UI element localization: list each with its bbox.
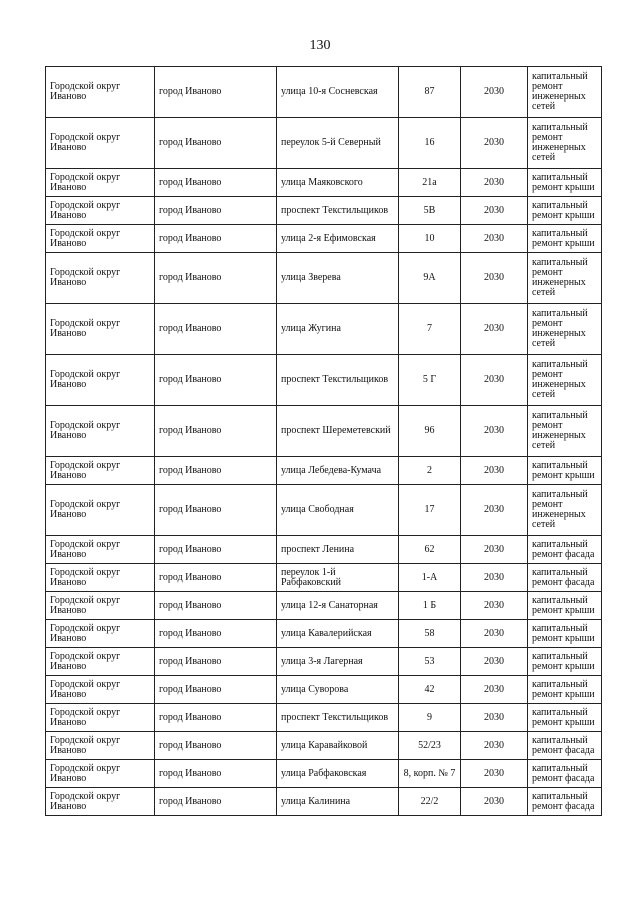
- table-row: [46, 564, 602, 592]
- house-number-cell: 2: [399, 457, 461, 485]
- work-type-cell: капитальный ремонт крыши: [528, 457, 602, 485]
- work-type-cell: капитальный ремонт фасада: [528, 564, 602, 592]
- work-type-cell: капитальный ремонт крыши: [528, 169, 602, 197]
- work-type-cell: капитальный ремонт крыши: [528, 225, 602, 253]
- street-cell: проспект Текстильщиков: [277, 355, 399, 406]
- house-number-cell: 21а: [399, 169, 461, 197]
- table-row: [46, 648, 602, 676]
- street-cell: улица Калинина: [277, 788, 399, 816]
- district-cell: Городской округ Иваново: [46, 355, 155, 406]
- street-cell: улица 2-я Ефимовская: [277, 225, 399, 253]
- street-cell: улица Жугина: [277, 304, 399, 355]
- city-cell: город Иваново: [155, 704, 277, 732]
- city-cell: город Иваново: [155, 457, 277, 485]
- city-cell: город Иваново: [155, 676, 277, 704]
- year-cell: 2030: [461, 788, 528, 816]
- table-row: [46, 197, 602, 225]
- table-row: [46, 704, 602, 732]
- house-number-cell: 7: [399, 304, 461, 355]
- city-cell: город Иваново: [155, 648, 277, 676]
- work-type-cell: капитальный ремонт крыши: [528, 620, 602, 648]
- street-cell: улица Каравайковой: [277, 732, 399, 760]
- table-row: [46, 620, 602, 648]
- house-number-cell: 9: [399, 704, 461, 732]
- year-cell: 2030: [461, 620, 528, 648]
- house-number-cell: 1 Б: [399, 592, 461, 620]
- city-cell: город Иваново: [155, 592, 277, 620]
- city-cell: город Иваново: [155, 225, 277, 253]
- year-cell: 2030: [461, 225, 528, 253]
- street-cell: проспект Текстильщиков: [277, 704, 399, 732]
- city-cell: город Иваново: [155, 620, 277, 648]
- house-number-cell: 8, корп. № 7: [399, 760, 461, 788]
- year-cell: 2030: [461, 355, 528, 406]
- city-cell: город Иваново: [155, 355, 277, 406]
- year-cell: 2030: [461, 564, 528, 592]
- city-cell: город Иваново: [155, 67, 277, 118]
- house-number-cell: 5В: [399, 197, 461, 225]
- house-number-cell: 16: [399, 118, 461, 169]
- street-cell: улица 12-я Санаторная: [277, 592, 399, 620]
- table-row: [46, 355, 602, 406]
- district-cell: Городской округ Иваново: [46, 592, 155, 620]
- work-type-cell: капитальный ремонт фасада: [528, 536, 602, 564]
- street-cell: улица 10-я Сосневская: [277, 67, 399, 118]
- street-cell: улица Рабфаковская: [277, 760, 399, 788]
- city-cell: город Иваново: [155, 485, 277, 536]
- table-row: [46, 592, 602, 620]
- work-type-cell: капитальный ремонт крыши: [528, 648, 602, 676]
- house-number-cell: 1-А: [399, 564, 461, 592]
- district-cell: Городской округ Иваново: [46, 225, 155, 253]
- year-cell: 2030: [461, 253, 528, 304]
- district-cell: Городской округ Иваново: [46, 169, 155, 197]
- city-cell: город Иваново: [155, 304, 277, 355]
- work-type-cell: капитальный ремонт инженерных сетей: [528, 355, 602, 406]
- year-cell: 2030: [461, 648, 528, 676]
- street-cell: проспект Шереметевский: [277, 406, 399, 457]
- work-type-cell: капитальный ремонт инженерных сетей: [528, 304, 602, 355]
- district-cell: Городской округ Иваново: [46, 197, 155, 225]
- district-cell: Городской округ Иваново: [46, 732, 155, 760]
- district-cell: Городской округ Иваново: [46, 304, 155, 355]
- table-row: [46, 760, 602, 788]
- house-number-cell: 58: [399, 620, 461, 648]
- district-cell: Городской округ Иваново: [46, 457, 155, 485]
- house-number-cell: 62: [399, 536, 461, 564]
- house-number-cell: 42: [399, 676, 461, 704]
- street-cell: переулок 5-й Северный: [277, 118, 399, 169]
- table-row: [46, 253, 602, 304]
- district-cell: Городской округ Иваново: [46, 485, 155, 536]
- work-type-cell: капитальный ремонт инженерных сетей: [528, 67, 602, 118]
- table-row: [46, 676, 602, 704]
- work-type-cell: капитальный ремонт фасада: [528, 788, 602, 816]
- street-cell: проспект Текстильщиков: [277, 197, 399, 225]
- district-cell: Городской округ Иваново: [46, 676, 155, 704]
- work-type-cell: капитальный ремонт крыши: [528, 592, 602, 620]
- house-number-cell: 5 Г: [399, 355, 461, 406]
- street-cell: улица Свободная: [277, 485, 399, 536]
- district-cell: Городской округ Иваново: [46, 67, 155, 118]
- year-cell: 2030: [461, 457, 528, 485]
- city-cell: город Иваново: [155, 788, 277, 816]
- table-row: [46, 536, 602, 564]
- year-cell: 2030: [461, 169, 528, 197]
- city-cell: город Иваново: [155, 564, 277, 592]
- street-cell: улица Зверева: [277, 253, 399, 304]
- street-cell: улица Кавалерийская: [277, 620, 399, 648]
- street-cell: проспект Ленина: [277, 536, 399, 564]
- city-cell: город Иваново: [155, 169, 277, 197]
- year-cell: 2030: [461, 197, 528, 225]
- district-cell: Городской округ Иваново: [46, 760, 155, 788]
- year-cell: 2030: [461, 304, 528, 355]
- city-cell: город Иваново: [155, 197, 277, 225]
- city-cell: город Иваново: [155, 760, 277, 788]
- district-cell: Городской округ Иваново: [46, 648, 155, 676]
- table-row: [46, 169, 602, 197]
- year-cell: 2030: [461, 118, 528, 169]
- work-type-cell: капитальный ремонт фасада: [528, 760, 602, 788]
- table-row: [46, 225, 602, 253]
- district-cell: Городской округ Иваново: [46, 564, 155, 592]
- city-cell: город Иваново: [155, 732, 277, 760]
- work-type-cell: капитальный ремонт фасада: [528, 732, 602, 760]
- table-row: [46, 304, 602, 355]
- district-cell: Городской округ Иваново: [46, 406, 155, 457]
- work-type-cell: капитальный ремонт крыши: [528, 197, 602, 225]
- city-cell: город Иваново: [155, 406, 277, 457]
- district-cell: Городской округ Иваново: [46, 536, 155, 564]
- year-cell: 2030: [461, 704, 528, 732]
- page-number: 130: [309, 38, 331, 53]
- city-cell: город Иваново: [155, 536, 277, 564]
- table-row: [46, 457, 602, 485]
- district-cell: Городской округ Иваново: [46, 704, 155, 732]
- house-number-cell: 96: [399, 406, 461, 457]
- street-cell: улица Суворова: [277, 676, 399, 704]
- street-cell: улица Маяковского: [277, 169, 399, 197]
- house-number-cell: 17: [399, 485, 461, 536]
- table-row: [46, 67, 602, 118]
- year-cell: 2030: [461, 536, 528, 564]
- year-cell: 2030: [461, 406, 528, 457]
- house-number-cell: 53: [399, 648, 461, 676]
- street-cell: переулок 1-й Рабфаковский: [277, 564, 399, 592]
- table-row: [46, 788, 602, 816]
- house-number-cell: 52/23: [399, 732, 461, 760]
- district-cell: Городской округ Иваново: [46, 253, 155, 304]
- year-cell: 2030: [461, 760, 528, 788]
- district-cell: Городской округ Иваново: [46, 620, 155, 648]
- district-cell: Городской округ Иваново: [46, 788, 155, 816]
- house-number-cell: 10: [399, 225, 461, 253]
- table-row: [46, 118, 602, 169]
- house-number-cell: 22/2: [399, 788, 461, 816]
- repair-schedule-table: [45, 66, 602, 816]
- street-cell: улица Лебедева-Кумача: [277, 457, 399, 485]
- street-cell: улица 3-я Лагерная: [277, 648, 399, 676]
- year-cell: 2030: [461, 732, 528, 760]
- work-type-cell: капитальный ремонт инженерных сетей: [528, 485, 602, 536]
- year-cell: 2030: [461, 676, 528, 704]
- work-type-cell: капитальный ремонт крыши: [528, 704, 602, 732]
- table-row: [46, 732, 602, 760]
- city-cell: город Иваново: [155, 118, 277, 169]
- work-type-cell: капитальный ремонт инженерных сетей: [528, 253, 602, 304]
- year-cell: 2030: [461, 67, 528, 118]
- house-number-cell: 87: [399, 67, 461, 118]
- table-row: [46, 485, 602, 536]
- year-cell: 2030: [461, 592, 528, 620]
- house-number-cell: 9А: [399, 253, 461, 304]
- year-cell: 2030: [461, 485, 528, 536]
- district-cell: Городской округ Иваново: [46, 118, 155, 169]
- work-type-cell: капитальный ремонт крыши: [528, 676, 602, 704]
- work-type-cell: капитальный ремонт инженерных сетей: [528, 406, 602, 457]
- city-cell: город Иваново: [155, 253, 277, 304]
- table-row: [46, 406, 602, 457]
- work-type-cell: капитальный ремонт инженерных сетей: [528, 118, 602, 169]
